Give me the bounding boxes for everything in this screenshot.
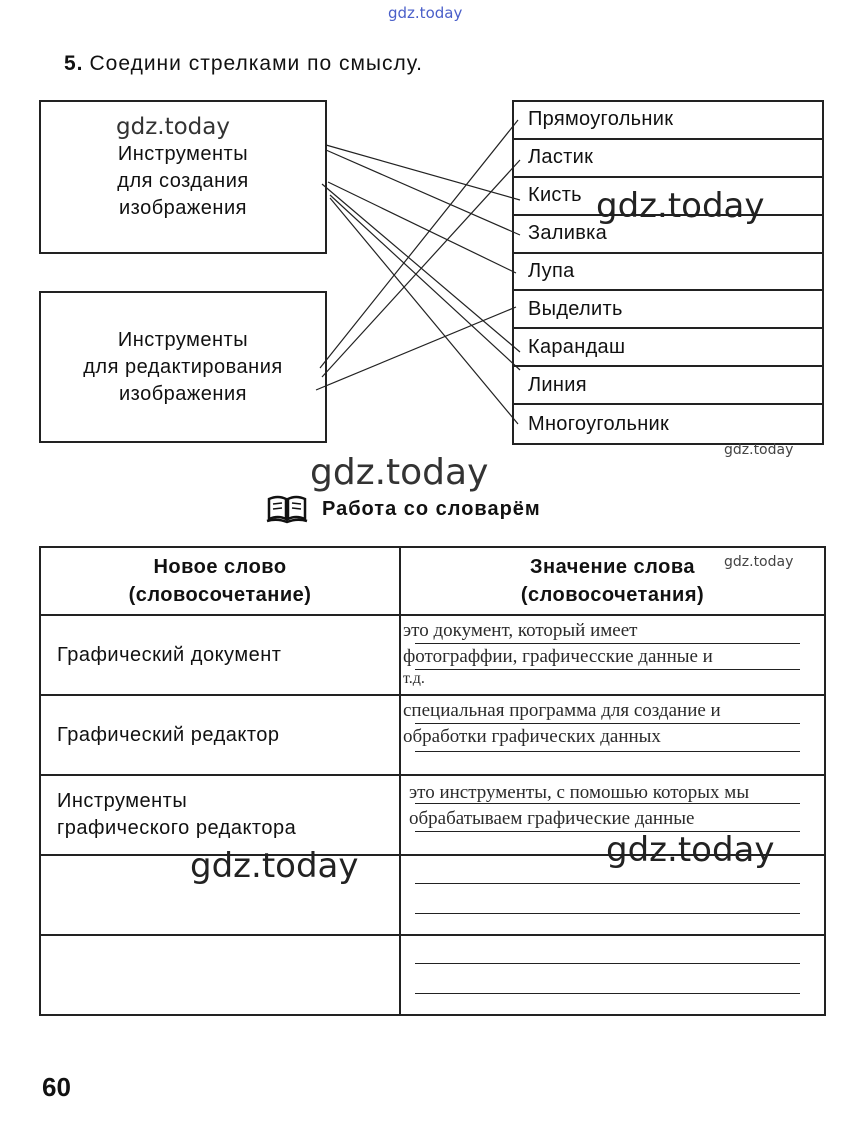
tool-item: Лупа (514, 254, 822, 292)
word-cell (40, 775, 400, 855)
answer-line (415, 963, 800, 964)
handwritten-answer: обрабатываем графические данные (409, 808, 695, 829)
box-create-line-1: Инструменты (117, 142, 249, 165)
table-row (40, 615, 825, 695)
tool-item: Карандаш (514, 329, 822, 367)
table-row (40, 695, 825, 775)
handwritten-answer: т.д. (403, 670, 425, 687)
header-word-line-1: Новое слово (153, 556, 287, 578)
connector-line (330, 195, 520, 370)
task-text: Соедини стрелками по смыслу. (89, 52, 423, 75)
meaning-cell (400, 615, 825, 695)
box-edit-line-1: Инструменты (117, 328, 249, 351)
connector-line (316, 307, 516, 390)
watermark-table-right: gdz.today (606, 830, 775, 870)
answer-line (415, 993, 800, 994)
handwritten-answer: специальная программа для создание и (403, 700, 721, 721)
meaning-cell (400, 695, 825, 775)
answer-line (415, 883, 800, 884)
tool-item: Прямоугольник (514, 102, 822, 140)
tool-item: Линия (514, 367, 822, 405)
word-cell (40, 935, 400, 1015)
tool-item: Заливка (514, 216, 822, 254)
header-word-line-2: (словосочетание) (128, 584, 312, 606)
watermark-box1: gdz.today (116, 114, 230, 140)
word-cell (40, 695, 400, 775)
tool-item: Ластик (514, 140, 822, 178)
watermark-table-left: gdz.today (190, 846, 359, 886)
watermark-list: gdz.today (596, 186, 765, 226)
tool-item: Выделить (514, 291, 822, 329)
task-number: 5. (64, 52, 84, 75)
meaning-cell (400, 935, 825, 1015)
word-text: графического редактора (57, 817, 297, 839)
handwritten-answer: это документ, который имеет (403, 620, 638, 641)
page-number: 60 (42, 1072, 71, 1102)
open-book-icon (266, 494, 308, 524)
table-row (40, 935, 825, 1015)
box-edit-line-3: изображения (118, 382, 247, 405)
dictionary-title-text: Работа со словарём (322, 497, 541, 520)
header-meaning-line-2: (словосочетания) (520, 584, 705, 606)
tool-item: Кисть (514, 178, 822, 216)
header-meaning-line-1: Значение слова (530, 556, 695, 578)
word-text: Графический документ (57, 643, 282, 666)
watermark-section: gdz.today (310, 452, 489, 493)
connector-line (320, 120, 518, 368)
handwritten-answer: фотограффии, графичесские данные и (403, 646, 713, 667)
dictionary-table (39, 546, 826, 1016)
tool-item: Многоугольник (528, 412, 670, 435)
watermark-top: gdz.today (388, 4, 463, 22)
word-text: Графический редактор (57, 723, 280, 746)
watermark-under-list: gdz.today (724, 442, 794, 458)
word-cell (40, 615, 400, 695)
box-create-line-2: для создания (117, 169, 249, 192)
connector-line (330, 198, 518, 424)
box-create-line-3: изображения (118, 196, 247, 219)
header-new-word (40, 547, 400, 615)
dictionary-title (266, 494, 541, 524)
answer-line (415, 751, 800, 752)
word-text: Инструменты (57, 790, 188, 812)
watermark-table-header: gdz.today (724, 554, 794, 570)
box-edit-line-2: для редактирования (83, 355, 283, 378)
connector-line (322, 160, 520, 377)
handwritten-answer: это инструменты, с помошью которых мы (409, 782, 750, 803)
handwritten-answer: обработки графических данных (403, 726, 661, 747)
answer-line (415, 913, 800, 914)
